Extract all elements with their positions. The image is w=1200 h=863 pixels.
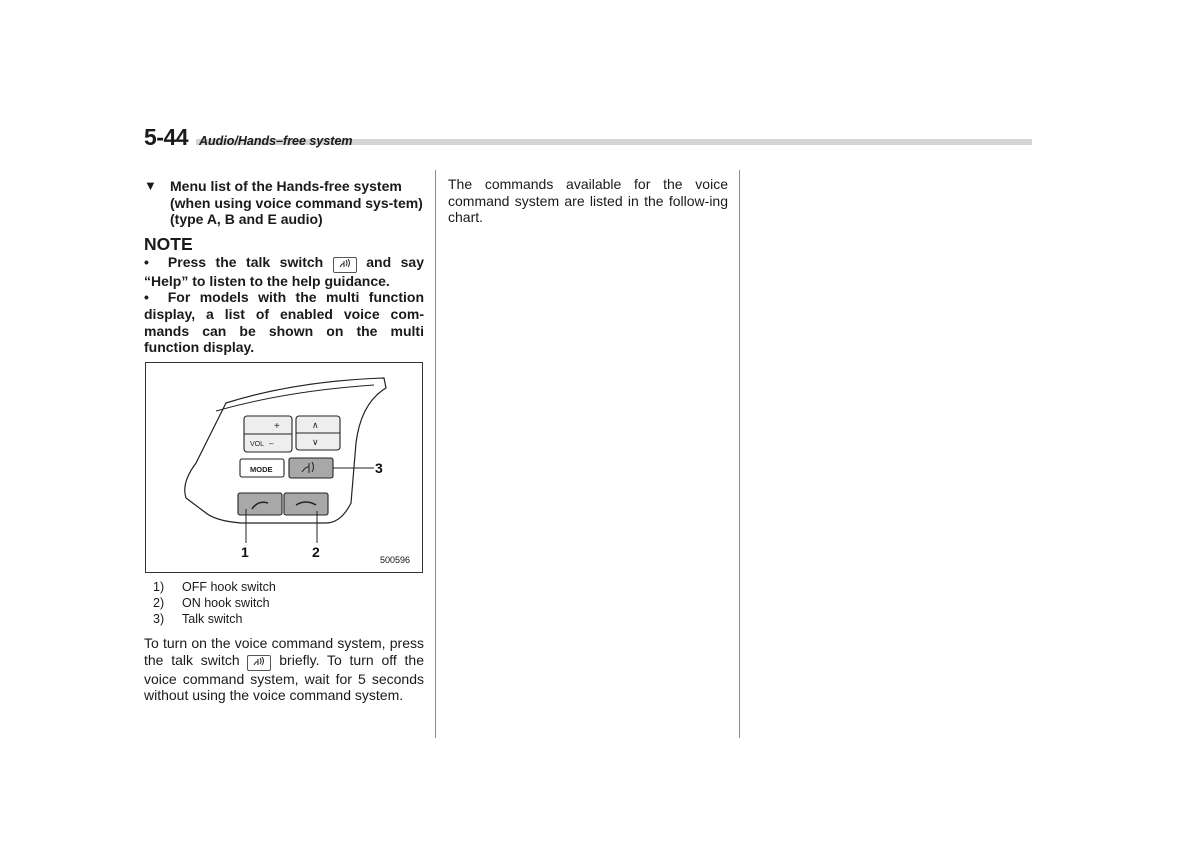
section-heading xyxy=(144,178,424,228)
note-bullet: • xyxy=(144,289,149,306)
callout-2: 2 xyxy=(312,544,320,560)
heading-marker: ▼ xyxy=(144,178,157,193)
note-bullet: • xyxy=(144,253,149,270)
vol-plus-label: + xyxy=(274,421,280,432)
column-divider-2 xyxy=(739,170,740,738)
up-label: ∧ xyxy=(312,420,319,430)
steering-switch-illustration xyxy=(145,362,423,573)
body-paragraph: To turn on the voice command system, press the talk switch briefly. To turn off the voice command system, wait for 5 seconds without using the voice command system. xyxy=(144,635,424,704)
figure-code: 500596 xyxy=(380,555,411,565)
off-hook-button xyxy=(238,493,282,515)
caption-row: 3) Talk switch xyxy=(153,612,243,626)
caption-row: 1) OFF hook switch xyxy=(153,580,276,594)
note-item: • Press the talk switch and say “Help” to listen to the help guidance. xyxy=(144,253,424,289)
callout-1: 1 xyxy=(241,544,249,560)
talk-switch-icon xyxy=(333,257,357,273)
vol-label: VOL xyxy=(250,441,265,448)
talk-switch-icon xyxy=(247,655,271,671)
down-label: ∨ xyxy=(312,437,319,447)
right-column-paragraph: The commands available for the voice command system are listed in the follow-ing chart. xyxy=(448,176,728,226)
note-item: • For models with the multi function display, a list of enabled voice com-mands can be shown on the multi function display. xyxy=(144,289,425,356)
section-title: Audio/Hands–free system xyxy=(199,134,353,148)
column-divider-1 xyxy=(435,170,436,738)
caption-row: 2) ON hook switch xyxy=(153,596,270,610)
vol-minus-label: – xyxy=(269,439,274,448)
mode-label: MODE xyxy=(250,465,273,474)
callout-3: 3 xyxy=(375,460,383,476)
page-number: 5-44 xyxy=(144,124,189,150)
note-title: NOTE xyxy=(144,233,193,254)
talk-switch-button xyxy=(289,458,333,478)
left-column xyxy=(144,178,424,356)
figure-captions xyxy=(153,579,276,627)
on-hook-button xyxy=(284,493,328,515)
heading-text: Menu list of the Hands-free system (when using voice command sys-tem) (type A, B and E audio) xyxy=(170,178,423,227)
